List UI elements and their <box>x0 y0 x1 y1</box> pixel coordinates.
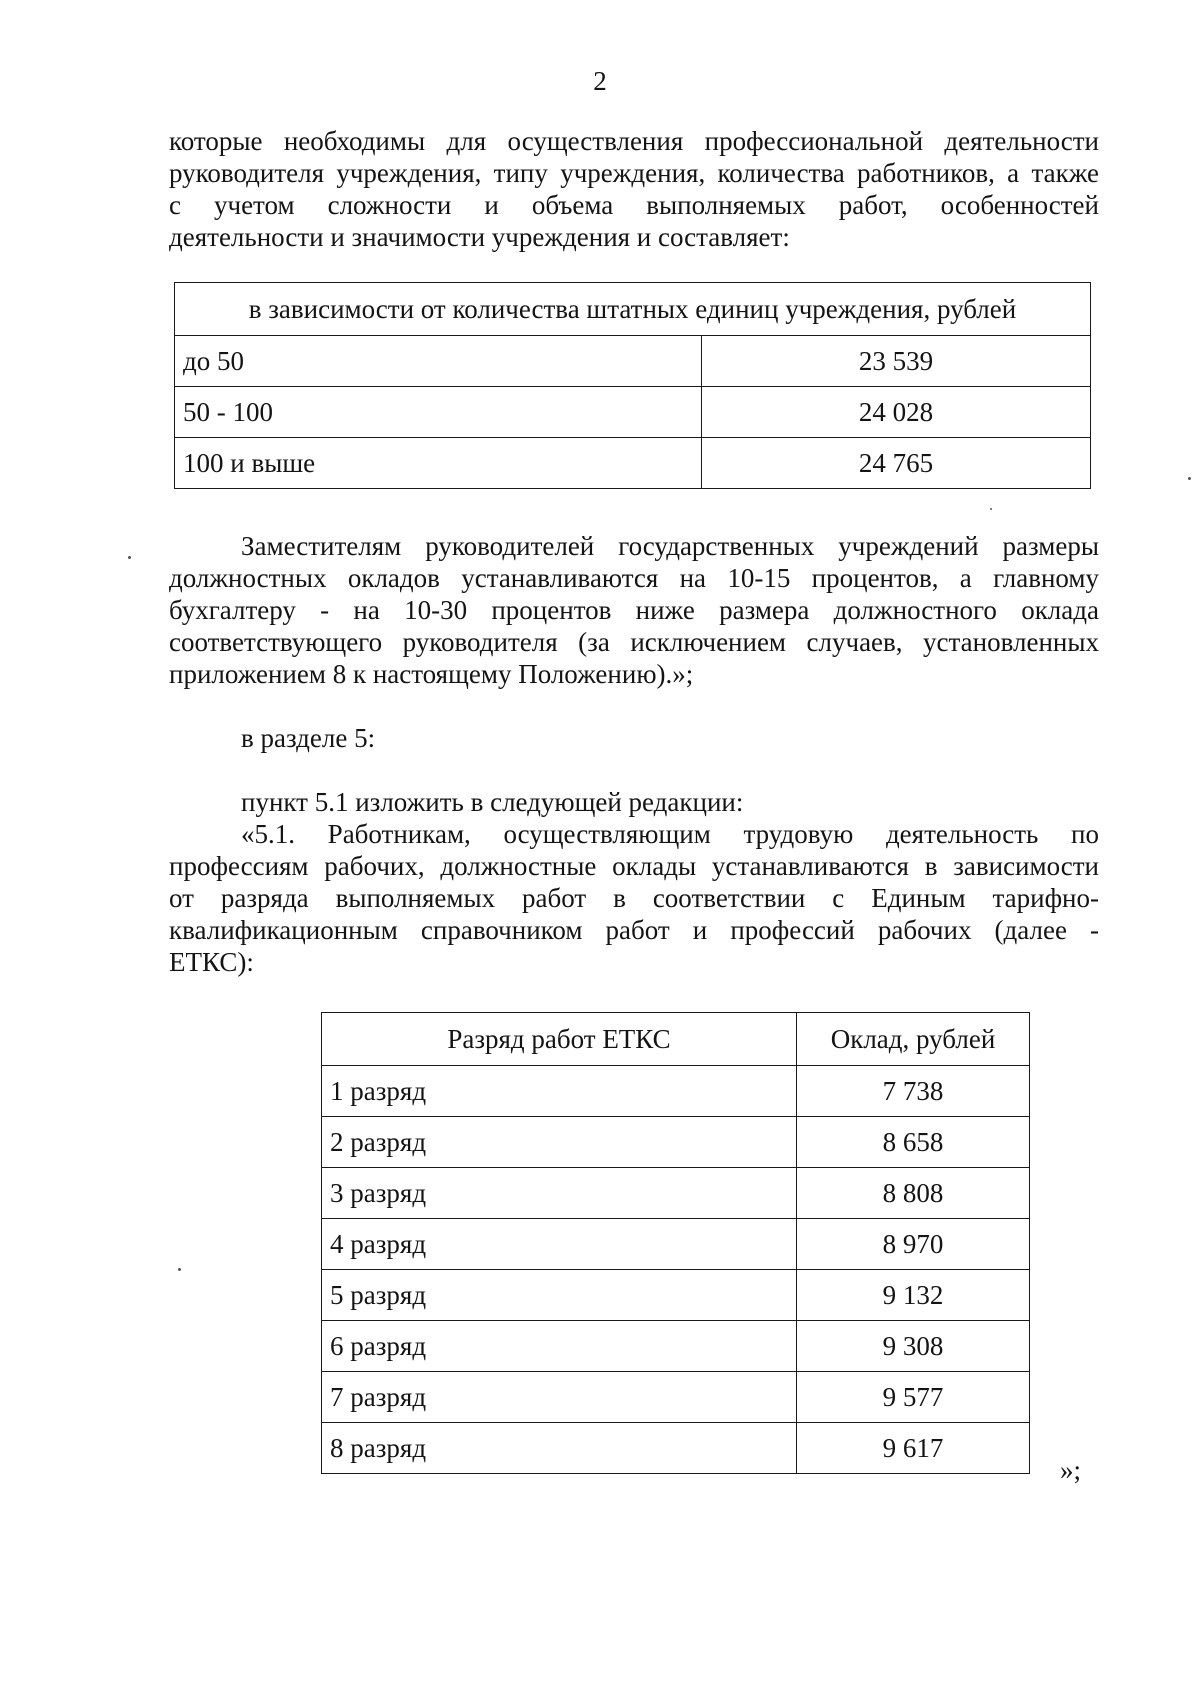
table-row <box>322 1423 1030 1474</box>
text-line: приложением 8 к настоящему Положению).»; <box>169 659 694 689</box>
text-line: «5.1. Работникам, осуществляющим трудовую деятельность по <box>241 819 1099 849</box>
scan-speck <box>990 508 992 510</box>
point-line <box>169 786 1099 818</box>
salary-cell: 9 132 <box>797 1270 1030 1321</box>
text-line: от разряда выполняемых работ в соответствии с Единым тарифно- <box>169 883 1099 913</box>
text-line: бухгалтеру - на 10-30 процентов ниже размера должностного оклада <box>169 595 1099 625</box>
text-line: должностных окладов устанавливаются на 10-15 процентов, а главному <box>169 563 1099 593</box>
grade-cell: 7 разряд <box>322 1372 797 1423</box>
grade-cell: 1 разряд <box>322 1066 797 1117</box>
scan-speck <box>128 556 131 559</box>
salary-cell: 8 808 <box>797 1168 1030 1219</box>
text-line: которые необходимы для осуществления профессиональной деятельности <box>169 126 1099 156</box>
salary-cell: 9 617 <box>797 1423 1030 1474</box>
text-line: соответствующего руководителя (за исключением случаев, установленных <box>169 627 1099 657</box>
table-row <box>322 1270 1030 1321</box>
grade-cell: 2 разряд <box>322 1117 797 1168</box>
text-line: профессиям рабочих, должностные оклады устанавливаются в зависимости <box>169 851 1099 881</box>
salary-cell: 9 308 <box>797 1321 1030 1372</box>
salary-cell: 7 738 <box>797 1066 1030 1117</box>
text-line: с учетом сложности и объема выполняемых работ, особенностей <box>169 190 1099 220</box>
table-header: в зависимости от количества штатных единиц учреждения, рублей <box>175 283 1091 336</box>
text-line: руководителя учреждения, типу учреждения, количества работников, а также <box>169 158 1099 188</box>
table-row <box>322 1219 1030 1270</box>
staff-salary-table <box>174 282 1091 489</box>
etks-salary-table <box>321 1012 1030 1474</box>
table-row <box>175 336 1091 387</box>
text-line: ЕТКС): <box>169 947 254 977</box>
table-header-row <box>322 1013 1030 1066</box>
intro-paragraph <box>169 125 1099 253</box>
salary-cell: 23 539 <box>702 336 1091 387</box>
salary-cell: 8 658 <box>797 1117 1030 1168</box>
closing-quote: »; <box>1060 1455 1082 1485</box>
salary-cell: 9 577 <box>797 1372 1030 1423</box>
grade-cell: 3 разряд <box>322 1168 797 1219</box>
table-row <box>322 1168 1030 1219</box>
staff-range-cell: 50 - 100 <box>175 387 702 438</box>
grade-cell: 6 разряд <box>322 1321 797 1372</box>
table-row <box>175 387 1091 438</box>
section-line <box>169 722 1099 754</box>
table-header-row <box>175 283 1091 336</box>
table-row <box>322 1066 1030 1117</box>
text-line: квалификационным справочником работ и профессий рабочих (далее - <box>169 915 1099 945</box>
salary-cell: 8 970 <box>797 1219 1030 1270</box>
salary-header: Оклад, рублей <box>797 1013 1030 1066</box>
table-row <box>322 1117 1030 1168</box>
table-row <box>175 438 1091 489</box>
grade-cell: 4 разряд <box>322 1219 797 1270</box>
grade-header: Разряд работ ЕТКС <box>322 1013 797 1066</box>
text-line: в разделе 5: <box>241 723 376 753</box>
staff-range-cell: до 50 <box>175 336 702 387</box>
grade-cell: 5 разряд <box>322 1270 797 1321</box>
staff-range-cell: 100 и выше <box>175 438 702 489</box>
text-line: Заместителям руководителей государственных учреждений размеры <box>241 531 1099 561</box>
table-row <box>322 1372 1030 1423</box>
salary-cell: 24 765 <box>702 438 1091 489</box>
table-row <box>322 1321 1030 1372</box>
grade-cell: 8 разряд <box>322 1423 797 1474</box>
scan-speck <box>1188 477 1191 480</box>
page-number: 2 <box>593 66 607 96</box>
deputies-paragraph <box>169 530 1099 690</box>
text-line: деятельности и значимости учреждения и составляет: <box>169 222 790 252</box>
scan-speck <box>178 1268 181 1271</box>
text-line: пункт 5.1 изложить в следующей редакции: <box>241 787 744 817</box>
workers-paragraph <box>169 818 1099 978</box>
salary-cell: 24 028 <box>702 387 1091 438</box>
